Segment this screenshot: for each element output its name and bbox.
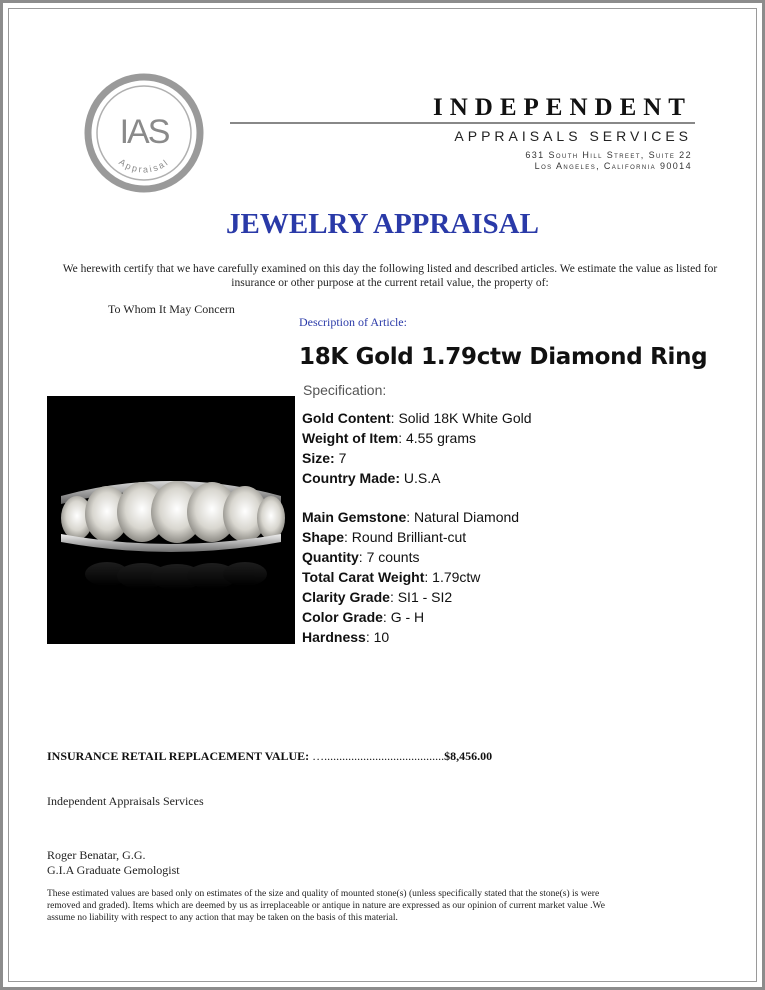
signer-block — [47, 848, 180, 878]
document-title: JEWELRY APPRAISAL — [226, 208, 539, 240]
specification-label: Specification: — [303, 382, 387, 398]
company-name: INDEPENDENT — [433, 94, 692, 121]
spec-shape: Shape: Round Brilliant-cut — [302, 529, 467, 545]
spec-gold-content: Gold Content: Solid 18K White Gold — [302, 410, 532, 426]
specifications — [302, 408, 532, 647]
insurance-amount: $8,456.00 — [444, 749, 493, 763]
spec-quantity: Quantity: 7 counts — [302, 549, 420, 565]
signer-name: Roger Benatar, G.G. — [47, 848, 146, 862]
spec-main-gemstone: Main Gemstone: Natural Diamond — [302, 509, 520, 525]
header-rule — [230, 122, 695, 124]
insurance-value — [47, 749, 492, 764]
address-line-2: Los Angeles, California 90014 — [534, 161, 692, 171]
recipient: To Whom It May Concern — [108, 302, 235, 316]
company-header — [230, 94, 692, 171]
spec-country: Country Made: U.S.A — [302, 470, 441, 486]
spec-size: Size: 7 — [302, 450, 347, 466]
leader-dots: …........................................ — [309, 749, 445, 763]
footer-company: Independent Appraisals Services — [47, 794, 204, 808]
spec-clarity: Clarity Grade: SI1 - SI2 — [302, 589, 453, 605]
company-subtitle: APPRAISALS SERVICES — [454, 128, 692, 144]
logo-ring-text: Appraisal — [117, 156, 171, 175]
item-title: 18K Gold 1.79ctw Diamond Ring — [299, 344, 708, 370]
spec-hardness: Hardness: 10 — [302, 629, 390, 645]
signer-title: G.I.A Graduate Gemologist — [47, 863, 180, 877]
spec-spacer — [302, 488, 532, 507]
insurance-label: INSURANCE RETAIL REPLACEMENT VALUE: — [47, 749, 310, 763]
address-line-1: 631 South Hill Street, Suite 22 — [525, 150, 692, 160]
disclaimer: These estimated values are based only on estimates of the size and quality of mounted stone(s) (unless specifically stated that the stone(s) is were removed and graded). Items which are deemed by us as irreplaceable or antique in nature are expressed as our opinion of current market value .We assume no liability with respect to any action that may be taken on the basis of this material. — [47, 889, 605, 923]
spec-weight: Weight of Item: 4.55 grams — [302, 430, 477, 446]
diamond-ring-photo — [47, 396, 295, 644]
spec-color: Color Grade: G - H — [302, 609, 425, 625]
svg-text:Appraisal — [117, 157, 171, 175]
logo-monogram: IAS — [119, 113, 169, 151]
spec-total-carat: Total Carat Weight: 1.79ctw — [302, 569, 481, 585]
ias-logo — [84, 73, 204, 193]
description-label: Description of Article: — [299, 315, 407, 329]
certification-text: We herewith certify that we have carefully examined on this day the following listed and described articles. We estimate the value as listed for insurance or other purpose at the current retail value, the property of: — [62, 263, 718, 289]
